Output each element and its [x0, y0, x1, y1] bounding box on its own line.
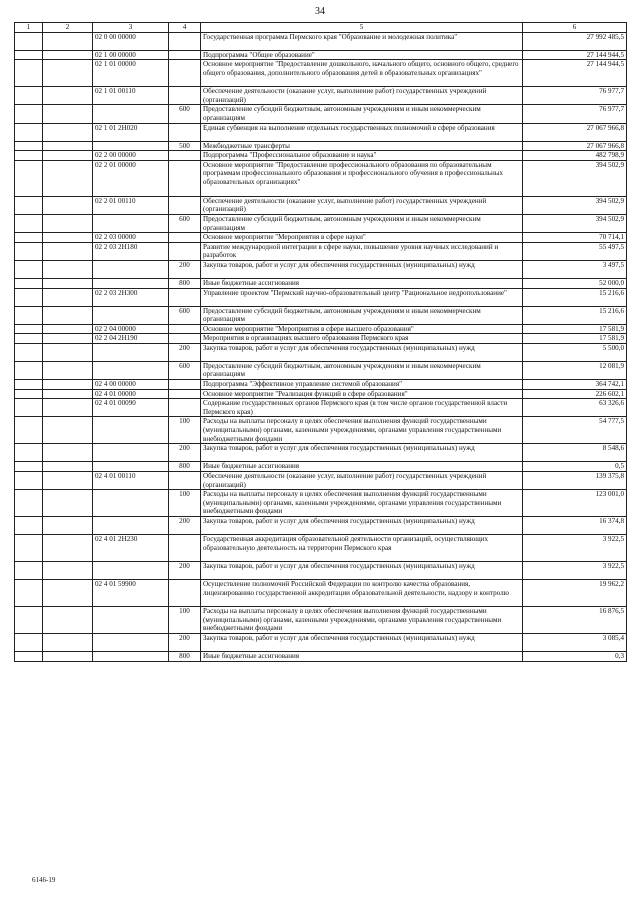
col2-cell	[43, 123, 93, 141]
col1-cell	[15, 306, 43, 324]
table-row	[15, 490, 627, 517]
amount-value: 5 500,0	[523, 343, 627, 361]
footer-code: 6146-19	[32, 876, 56, 884]
expense-type-code: 800	[169, 278, 201, 288]
target-article-code	[93, 607, 169, 634]
item-name: Обеспечение деятельности (оказание услуг, выполнение работ) государственных учреждений (организаций)	[201, 87, 523, 105]
item-name: Закупка товаров, работ и услуг для обеспечения государственных (муниципальных) нужд	[201, 517, 523, 535]
item-name: Развитие международной интеграции в сфере науки, повышение уровня научных исследований и разработок	[201, 242, 523, 260]
table-row	[15, 196, 627, 214]
col1-cell	[15, 288, 43, 306]
col1-cell	[15, 324, 43, 334]
amount-value: 17 581,9	[523, 324, 627, 334]
item-name: Осуществление полномочий Российской Федерации по контролю качества образования, лицензированию государственной аккредитации образовательной деятельности, надзору и контролю	[201, 580, 523, 607]
table-row	[15, 417, 627, 444]
amount-value: 394 502,9	[523, 160, 627, 196]
item-name: Предоставление субсидий бюджетным, автономным учреждениям и иным некоммерческим организациям	[201, 361, 523, 379]
expense-type-code: 200	[169, 343, 201, 361]
page-number: 34	[315, 6, 325, 17]
table-row	[15, 141, 627, 151]
target-article-code	[93, 444, 169, 462]
amount-value: 55 497,5	[523, 242, 627, 260]
amount-value: 0,5	[523, 462, 627, 472]
table-row	[15, 361, 627, 379]
col2-cell	[43, 634, 93, 652]
table-row	[15, 105, 627, 123]
col2-cell	[43, 160, 93, 196]
col2-cell	[43, 490, 93, 517]
expense-type-code	[169, 399, 201, 417]
col1-cell	[15, 278, 43, 288]
col1-cell	[15, 260, 43, 278]
col1-cell	[15, 444, 43, 462]
table-row	[15, 389, 627, 399]
target-article-code	[93, 141, 169, 151]
item-name: Закупка товаров, работ и услуг для обеспечения государственных (муниципальных) нужд	[201, 444, 523, 462]
table-row	[15, 444, 627, 462]
col1-cell	[15, 517, 43, 535]
amount-value: 70 714,1	[523, 233, 627, 243]
target-article-code: 02 2 00 00000	[93, 151, 169, 161]
item-name: Иные бюджетные ассигнования	[201, 462, 523, 472]
col2-cell	[43, 580, 93, 607]
col1-cell	[15, 105, 43, 123]
col1-cell	[15, 462, 43, 472]
col1-cell	[15, 535, 43, 562]
amount-value: 16 876,5	[523, 607, 627, 634]
col2-cell	[43, 306, 93, 324]
amount-value: 482 798,9	[523, 151, 627, 161]
target-article-code	[93, 417, 169, 444]
expense-type-code	[169, 151, 201, 161]
amount-value: 15 216,6	[523, 288, 627, 306]
expense-type-code	[169, 50, 201, 60]
col1-cell	[15, 151, 43, 161]
expense-type-code: 600	[169, 361, 201, 379]
target-article-code	[93, 562, 169, 580]
amount-value: 3 922,5	[523, 535, 627, 562]
table-row	[15, 607, 627, 634]
col1-cell	[15, 87, 43, 105]
expense-type-code	[169, 535, 201, 562]
expense-type-code	[169, 580, 201, 607]
expense-type-code	[169, 242, 201, 260]
col1-cell	[15, 580, 43, 607]
item-name: Основное мероприятие "Мероприятия в сфере науки"	[201, 233, 523, 243]
item-name: Обеспечение деятельности (оказание услуг, выполнение работ) государственных учреждений (организаций)	[201, 472, 523, 490]
target-article-code	[93, 214, 169, 232]
expense-type-code: 100	[169, 490, 201, 517]
table-row	[15, 60, 627, 87]
col1-cell	[15, 60, 43, 87]
col1-cell	[15, 50, 43, 60]
table-row	[15, 343, 627, 361]
amount-value: 364 742,1	[523, 380, 627, 390]
amount-value: 27 144 944,5	[523, 50, 627, 60]
col1-cell	[15, 417, 43, 444]
target-article-code: 02 2 03 00000	[93, 233, 169, 243]
target-article-code	[93, 652, 169, 662]
expense-type-code: 200	[169, 260, 201, 278]
col2-cell	[43, 233, 93, 243]
target-article-code: 02 1 01 2Н020	[93, 123, 169, 141]
col1-cell	[15, 141, 43, 151]
col2-cell	[43, 288, 93, 306]
amount-value: 27 067 966,8	[523, 141, 627, 151]
target-article-code	[93, 490, 169, 517]
amount-value: 394 502,9	[523, 214, 627, 232]
col1-cell	[15, 652, 43, 662]
col2-cell	[43, 472, 93, 490]
table-row	[15, 399, 627, 417]
expense-type-code	[169, 472, 201, 490]
expense-type-code: 600	[169, 214, 201, 232]
expense-type-code	[169, 380, 201, 390]
expense-type-code: 200	[169, 517, 201, 535]
target-article-code: 02 2 03 2Н180	[93, 242, 169, 260]
column-header: 1	[15, 23, 43, 33]
table-row	[15, 123, 627, 141]
amount-value: 123 001,0	[523, 490, 627, 517]
col2-cell	[43, 196, 93, 214]
expense-type-code	[169, 123, 201, 141]
col1-cell	[15, 334, 43, 344]
amount-value: 52 000,0	[523, 278, 627, 288]
amount-value: 15 216,6	[523, 306, 627, 324]
item-name: Государственная программа Пермского края "Образование и молодежная политика"	[201, 32, 523, 50]
col2-cell	[43, 334, 93, 344]
column-header: 3	[93, 23, 169, 33]
column-header: 4	[169, 23, 201, 33]
col1-cell	[15, 634, 43, 652]
col1-cell	[15, 389, 43, 399]
target-article-code	[93, 260, 169, 278]
amount-value: 3 497,5	[523, 260, 627, 278]
table-row	[15, 278, 627, 288]
expense-type-code: 100	[169, 417, 201, 444]
amount-value: 17 581,9	[523, 334, 627, 344]
col2-cell	[43, 389, 93, 399]
col1-cell	[15, 160, 43, 196]
budget-table	[14, 22, 627, 662]
col2-cell	[43, 260, 93, 278]
expense-type-code: 800	[169, 462, 201, 472]
col1-cell	[15, 233, 43, 243]
target-article-code: 02 4 01 00110	[93, 472, 169, 490]
expense-type-code	[169, 160, 201, 196]
expense-type-code: 600	[169, 105, 201, 123]
item-name: Закупка товаров, работ и услуг для обеспечения государственных (муниципальных) нужд	[201, 562, 523, 580]
target-article-code: 02 4 01 59900	[93, 580, 169, 607]
table-row	[15, 50, 627, 60]
amount-value: 27 144 944,5	[523, 60, 627, 87]
target-article-code: 02 2 01 00000	[93, 160, 169, 196]
amount-value: 8 548,6	[523, 444, 627, 462]
target-article-code	[93, 306, 169, 324]
item-name: Предоставление субсидий бюджетным, автономным учреждениям и иным некоммерческим организациям	[201, 105, 523, 123]
target-article-code	[93, 361, 169, 379]
amount-value: 394 502,9	[523, 196, 627, 214]
expense-type-code	[169, 196, 201, 214]
amount-value: 0,3	[523, 652, 627, 662]
item-name: Управление проектом "Пермский научно-образовательный центр "Рациональное недропользование"	[201, 288, 523, 306]
amount-value: 54 777,5	[523, 417, 627, 444]
col2-cell	[43, 151, 93, 161]
amount-value: 63 326,6	[523, 399, 627, 417]
table-row	[15, 233, 627, 243]
col2-cell	[43, 562, 93, 580]
expense-type-code	[169, 334, 201, 344]
table-row	[15, 214, 627, 232]
col2-cell	[43, 87, 93, 105]
amount-value: 19 962,2	[523, 580, 627, 607]
col2-cell	[43, 278, 93, 288]
amount-value: 76 977,7	[523, 105, 627, 123]
col2-cell	[43, 399, 93, 417]
target-article-code: 02 1 01 00000	[93, 60, 169, 87]
expense-type-code	[169, 32, 201, 50]
table-row	[15, 634, 627, 652]
table-row	[15, 87, 627, 105]
amount-value: 226 602,1	[523, 389, 627, 399]
col1-cell	[15, 343, 43, 361]
table-row	[15, 380, 627, 390]
col2-cell	[43, 607, 93, 634]
expense-type-code: 200	[169, 444, 201, 462]
expense-type-code: 600	[169, 306, 201, 324]
table-row	[15, 334, 627, 344]
table-row	[15, 472, 627, 490]
item-name: Предоставление субсидий бюджетным, автономным учреждениям и иным некоммерческим организациям	[201, 306, 523, 324]
target-article-code	[93, 343, 169, 361]
target-article-code: 02 2 04 00000	[93, 324, 169, 334]
col2-cell	[43, 214, 93, 232]
expense-type-code: 100	[169, 607, 201, 634]
expense-type-code	[169, 389, 201, 399]
item-name: Подпрограмма "Эффективное управление системой образования"	[201, 380, 523, 390]
col2-cell	[43, 444, 93, 462]
item-name: Межбюджетные трансферты	[201, 141, 523, 151]
table-row	[15, 306, 627, 324]
item-name: Расходы на выплаты персоналу в целях обеспечения выполнения функций государственными (муниципальными) органами, казенными учреждениями, органами управления государственными внебюджетными фондами	[201, 417, 523, 444]
expense-type-code: 200	[169, 634, 201, 652]
col2-cell	[43, 242, 93, 260]
col1-cell	[15, 123, 43, 141]
col1-cell	[15, 607, 43, 634]
table-row	[15, 652, 627, 662]
col1-cell	[15, 490, 43, 517]
expense-type-code	[169, 60, 201, 87]
target-article-code: 02 2 04 2Н190	[93, 334, 169, 344]
amount-value: 139 375,8	[523, 472, 627, 490]
target-article-code	[93, 462, 169, 472]
item-name: Основное мероприятие "Предоставление дошкольного, начального общего, основного общего, среднего общего образования, дополнительного образования детей в образовательных организациях"	[201, 60, 523, 87]
col2-cell	[43, 517, 93, 535]
table-row	[15, 288, 627, 306]
target-article-code	[93, 634, 169, 652]
table-row	[15, 32, 627, 50]
col1-cell	[15, 380, 43, 390]
amount-value: 27 067 966,8	[523, 123, 627, 141]
table-row	[15, 517, 627, 535]
table-row	[15, 242, 627, 260]
col2-cell	[43, 380, 93, 390]
target-article-code	[93, 105, 169, 123]
item-name: Мероприятия в организациях высшего образования Пермского края	[201, 334, 523, 344]
col2-cell	[43, 141, 93, 151]
col2-cell	[43, 652, 93, 662]
header-row	[15, 23, 627, 33]
target-article-code: 02 2 03 2Н300	[93, 288, 169, 306]
item-name: Предоставление субсидий бюджетным, автономным учреждениям и иным некоммерческим организациям	[201, 214, 523, 232]
expense-type-code	[169, 87, 201, 105]
item-name: Расходы на выплаты персоналу в целях обеспечения выполнения функций государственными (муниципальными) органами, казенными учреждениями, органами управления государственными внебюджетными фондами	[201, 490, 523, 517]
table-row	[15, 580, 627, 607]
table-row	[15, 462, 627, 472]
item-name: Подпрограмма "Общее образование"	[201, 50, 523, 60]
item-name: Закупка товаров, работ и услуг для обеспечения государственных (муниципальных) нужд	[201, 343, 523, 361]
expense-type-code	[169, 233, 201, 243]
col1-cell	[15, 399, 43, 417]
col2-cell	[43, 535, 93, 562]
expense-type-code: 500	[169, 141, 201, 151]
item-name: Основное мероприятие "Предоставление профессионального образования по образовательным программам профессионального образования и профессионального обучения в профессиональных образовательных организациях"	[201, 160, 523, 196]
target-article-code: 02 4 01 00000	[93, 389, 169, 399]
target-article-code: 02 4 01 00090	[93, 399, 169, 417]
column-header: 6	[523, 23, 627, 33]
item-name: Подпрограмма "Профессиональное образование и наука"	[201, 151, 523, 161]
target-article-code	[93, 278, 169, 288]
expense-type-code: 800	[169, 652, 201, 662]
amount-value: 12 081,9	[523, 361, 627, 379]
col2-cell	[43, 324, 93, 334]
col2-cell	[43, 50, 93, 60]
col1-cell	[15, 32, 43, 50]
column-header: 5	[201, 23, 523, 33]
col1-cell	[15, 361, 43, 379]
target-article-code: 02 2 01 00110	[93, 196, 169, 214]
column-header: 2	[43, 23, 93, 33]
target-article-code: 02 0 00 00000	[93, 32, 169, 50]
col2-cell	[43, 417, 93, 444]
col1-cell	[15, 196, 43, 214]
amount-value: 3 922,5	[523, 562, 627, 580]
item-name: Основное мероприятие "Реализация функций в сфере образования"	[201, 389, 523, 399]
item-name: Государственная аккредитация образовательной деятельности организаций, осуществляющих образовательную деятельность на территории Пермского края	[201, 535, 523, 562]
table-row	[15, 535, 627, 562]
col2-cell	[43, 343, 93, 361]
col2-cell	[43, 105, 93, 123]
table-row	[15, 151, 627, 161]
target-article-code: 02 1 01 00110	[93, 87, 169, 105]
table-row	[15, 260, 627, 278]
item-name: Единая субвенция на выполнение отдельных государственных полномочий в сфере образования	[201, 123, 523, 141]
target-article-code: 02 4 00 00000	[93, 380, 169, 390]
col2-cell	[43, 462, 93, 472]
expense-type-code	[169, 324, 201, 334]
col1-cell	[15, 214, 43, 232]
table-row	[15, 562, 627, 580]
amount-value: 27 992 485,5	[523, 32, 627, 50]
item-name: Иные бюджетные ассигнования	[201, 278, 523, 288]
amount-value: 76 977,7	[523, 87, 627, 105]
col2-cell	[43, 60, 93, 87]
target-article-code	[93, 517, 169, 535]
table-row	[15, 160, 627, 196]
col2-cell	[43, 361, 93, 379]
amount-value: 3 085,4	[523, 634, 627, 652]
target-article-code: 02 1 00 00000	[93, 50, 169, 60]
col2-cell	[43, 32, 93, 50]
col1-cell	[15, 562, 43, 580]
item-name: Закупка товаров, работ и услуг для обеспечения государственных (муниципальных) нужд	[201, 634, 523, 652]
expense-type-code: 200	[169, 562, 201, 580]
item-name: Обеспечение деятельности (оказание услуг, выполнение работ) государственных учреждений (организаций)	[201, 196, 523, 214]
item-name: Иные бюджетные ассигнования	[201, 652, 523, 662]
col1-cell	[15, 242, 43, 260]
expense-type-code	[169, 288, 201, 306]
item-name: Расходы на выплаты персоналу в целях обеспечения выполнения функций государственными (муниципальными) органами, казенными учреждениями, органами управления государственными внебюджетными фондами	[201, 607, 523, 634]
col1-cell	[15, 472, 43, 490]
item-name: Основное мероприятие "Мероприятия в сфере высшего образования"	[201, 324, 523, 334]
table-row	[15, 324, 627, 334]
target-article-code: 02 4 01 2Н230	[93, 535, 169, 562]
item-name: Закупка товаров, работ и услуг для обеспечения государственных (муниципальных) нужд	[201, 260, 523, 278]
amount-value: 16 374,8	[523, 517, 627, 535]
item-name: Содержание государственных органов Пермского края (в том числе органов государственной власти Пермского края)	[201, 399, 523, 417]
table-body	[15, 32, 627, 661]
